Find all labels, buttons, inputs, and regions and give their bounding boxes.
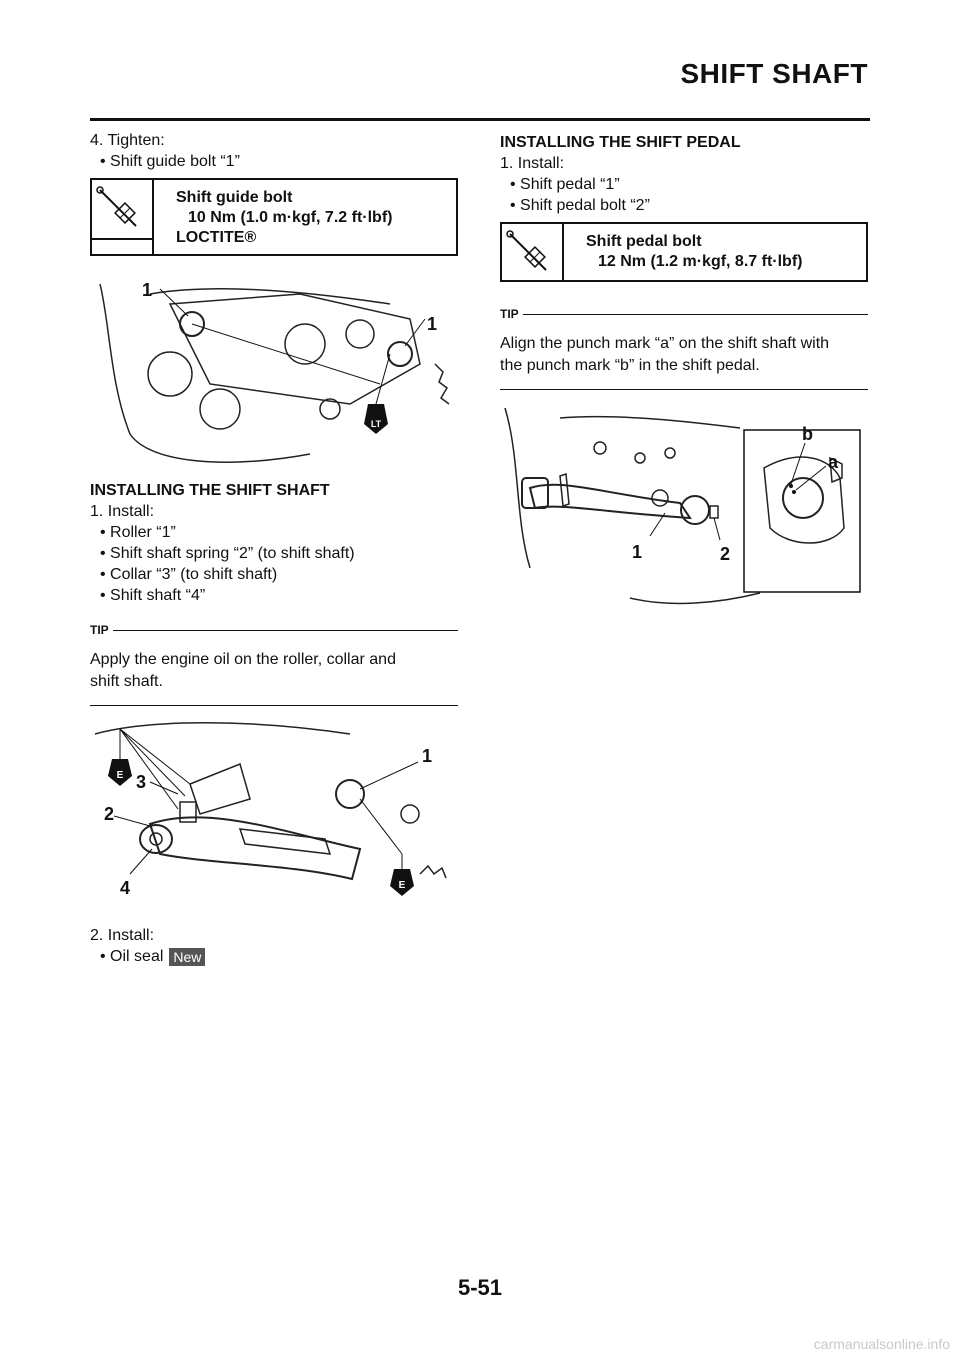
fig2-callout-3: 3: [136, 772, 147, 792]
step-1: 1. Install:: [90, 503, 155, 520]
tip-header: [500, 304, 868, 325]
list-item: • Shift shaft spring “2” (to shift shaft): [100, 545, 355, 562]
torque-spec-box: [90, 178, 458, 256]
step-2-item: • Oil seal New: [90, 946, 458, 967]
step-1: 1. Install:: [500, 155, 565, 172]
shift-guide-figure: [90, 264, 458, 474]
shift-shaft-figure: [90, 714, 458, 919]
step-4: 4. Tighten:: [90, 132, 165, 149]
torque-wrench-icon: [92, 180, 154, 254]
left-column: [90, 130, 458, 967]
engine-oil-symbol: E: [398, 880, 406, 891]
tip-header: [90, 620, 458, 641]
section-shift-shaft: INSTALLING THE SHIFT SHAFT: [90, 482, 330, 499]
page-title: SHIFT SHAFT: [680, 58, 868, 89]
spec-value: 10 Nm (1.0 m·kgf, 7.2 ft·lbf): [188, 209, 393, 226]
tip-end-rule: [500, 389, 868, 390]
list-item: • Collar “3” (to shift shaft): [100, 566, 278, 583]
torque-wrench-icon: [502, 224, 564, 280]
list-item: • Shift pedal “1”: [510, 176, 620, 193]
list-item: • Roller “1”: [100, 524, 176, 541]
spec-value: 12 Nm (1.2 m·kgf, 8.7 ft·lbf): [598, 253, 803, 270]
fig3-callout-a: a: [828, 452, 839, 472]
section-shift-pedal: INSTALLING THE SHIFT PEDAL: [500, 134, 741, 151]
spec-name: Shift guide bolt: [176, 189, 293, 206]
fig3-callout-b: b: [802, 424, 813, 444]
header-rule: [90, 118, 870, 121]
fig2-callout-4: 4: [120, 878, 131, 898]
fig2-callout-2: 2: [104, 804, 115, 824]
page-number: 5-51: [457, 1275, 503, 1300]
right-column: [500, 130, 868, 613]
spec-name: Shift pedal bolt: [586, 233, 702, 250]
tip-text: Apply the engine oil on the roller, collar and shift shaft.: [90, 651, 396, 690]
list-item: • Shift pedal bolt “2”: [510, 197, 650, 214]
fig3-callout-1: 1: [632, 542, 643, 562]
watermark: carmanualsonline.info: [813, 1336, 950, 1352]
tip-text: Align the punch mark “a” on the shift shaft with the punch mark “b” in the shift pedal.: [500, 335, 830, 374]
list-item: • Shift shaft “4”: [100, 587, 206, 604]
torque-spec-box: [500, 222, 868, 282]
loctite-symbol: LT: [370, 419, 382, 429]
fig1-callout-1b: 1: [427, 314, 438, 334]
tip-label: TIP: [500, 307, 519, 321]
shift-pedal-figure: [500, 398, 868, 613]
fig2-callout-1: 1: [422, 746, 433, 766]
step-4-item: • Shift guide bolt “1”: [100, 153, 240, 170]
fig3-callout-2: 2: [720, 544, 731, 564]
fig1-callout-1a: 1: [142, 280, 153, 300]
spec-extra: LOCTITE®: [176, 229, 257, 246]
new-badge: New: [169, 948, 205, 966]
tip-label: TIP: [90, 623, 109, 637]
tip-end-rule: [90, 705, 458, 706]
step-2: 2. Install:: [90, 927, 155, 944]
engine-oil-symbol: E: [116, 770, 124, 781]
